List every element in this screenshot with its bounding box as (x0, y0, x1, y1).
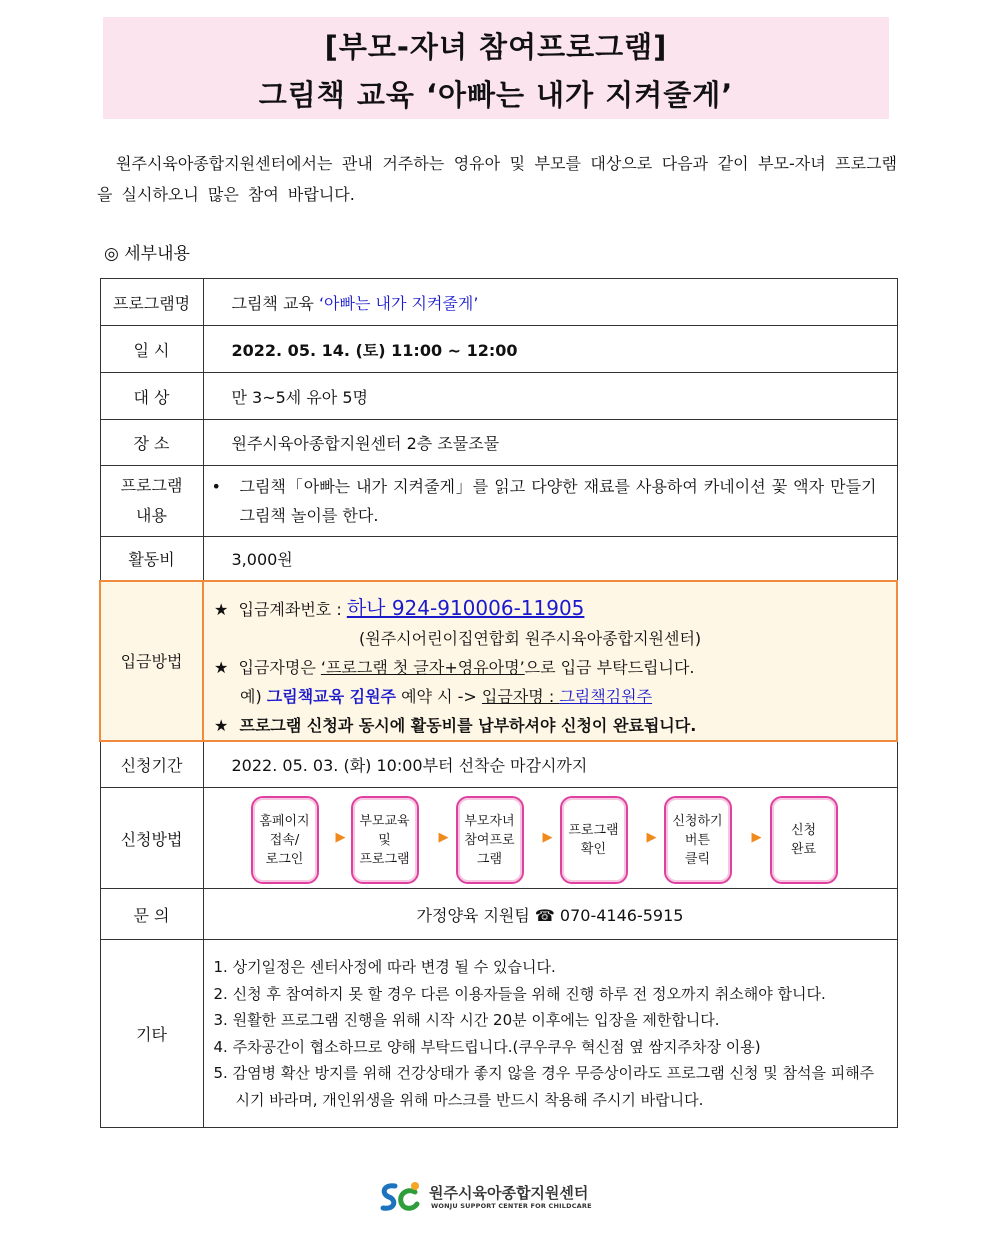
list-item: 1. 상기일정은 센터사정에 따라 변경 될 수 있습니다. (213, 958, 556, 976)
example-name: 그림책교육 김원주 (266, 686, 397, 706)
star-icon: ★ (214, 657, 229, 677)
label-period: 신청기간 (100, 741, 203, 788)
arrow-right-icon: ▶ (646, 830, 657, 845)
row-place (100, 420, 897, 466)
intro-paragraph (97, 148, 897, 210)
content-text: 그림책「아빠는 내가 지켜줄게」를 읽고 다양한 재료를 사용하여 카네이션 꽃 액자 만들기 그림책 놀이를 한다. (239, 477, 877, 525)
flow-step-text: 신청 (790, 823, 817, 838)
example-result-label: 입금자명 : (481, 686, 560, 706)
label-etc: 기타 (100, 940, 203, 1128)
value-target: 만 3~5세 유아 5명 (203, 373, 897, 420)
label-program-name: 프로그램명 (100, 279, 203, 326)
flow-step (770, 796, 838, 884)
row-target (100, 373, 897, 420)
flow-step-text: 로그인 (265, 851, 304, 867)
list-item: 3. 원활한 프로그램 진행을 위해 시작 시간 20분 이후에는 입장을 제한합니다. (213, 1011, 720, 1029)
flow-step-text: 프로그램 (568, 823, 619, 838)
flow-step-text: 그램 (476, 851, 503, 867)
label-payment: 입금방법 (100, 581, 203, 741)
account-holder: (원주시어린이집연합회 원주시육아종합지원센터) (359, 628, 702, 648)
flow-step-text: 완료 (790, 842, 817, 857)
list-item: 5. 감염병 확산 방지를 위해 건강상태가 좋지 않을 경우 무증상이라도 프로그램 신청 및 참석을 피해주시기 바라며, 개인위생을 위해 마스크를 반드시 착용해 주시기 바랍니다. (213, 1064, 875, 1109)
flow-step-text: 참여프로 (464, 832, 515, 848)
value-program-name (203, 279, 897, 326)
row-inquiry (100, 889, 897, 940)
example-result: 그림책김원주 (559, 686, 653, 706)
label-content-line2: 내용 (136, 506, 167, 525)
details-table (99, 278, 898, 1128)
row-content (100, 466, 897, 537)
list-item: 4. 주차공간이 협소하므로 양해 부탁드립니다.(쿠우쿠우 혁신점 옆 쌈지주차장 이용) (213, 1037, 761, 1056)
value-inquiry: 가정양육 지원팀 ☎ 070-4146-5915 (203, 889, 897, 940)
row-fee (100, 537, 897, 581)
depositor-prefix: 입금자명은 (238, 657, 321, 677)
row-payment (100, 581, 897, 741)
arrow-right-icon: ▶ (751, 830, 762, 845)
value-payment (203, 581, 897, 741)
title-line-2: 그림책 교육 ‘아빠는 내가 지켜줄게’ (258, 78, 734, 112)
label-target: 대 상 (100, 373, 203, 420)
value-content (203, 466, 897, 537)
arrow-right-icon: ▶ (335, 830, 346, 845)
example-prefix: 예) (240, 686, 267, 706)
list-item: 2. 신청 후 참여하지 못 할 경우 다른 이용자들을 위해 진행 하루 전 정오까지 취소해야 합니다. (213, 984, 826, 1003)
application-flow (204, 788, 897, 888)
value-etc (203, 940, 897, 1128)
notes-list (204, 940, 897, 1127)
row-method (100, 788, 897, 889)
flow-step-text: 부모자녀 (464, 813, 515, 829)
center-logo-icon (377, 1180, 425, 1214)
flow-step-text: 부모교육 (359, 813, 410, 829)
row-etc (100, 940, 897, 1128)
depositor-suffix: 으로 입금 부탁드립니다. (524, 657, 695, 677)
label-inquiry: 문 의 (100, 889, 203, 940)
flow-step-text: 신청하기 (672, 813, 723, 829)
row-program-name (100, 279, 897, 326)
flow-step-text: 버튼 (684, 832, 711, 848)
flow-step-text: 프로그램 (359, 851, 410, 867)
value-fee: 3,000원 (203, 537, 897, 581)
label-place: 장 소 (100, 420, 203, 466)
flow-step-text: 접속/ (269, 832, 300, 848)
content-bullet: • (211, 477, 221, 496)
arrow-right-icon: ▶ (438, 830, 449, 845)
flow-step-text: 홈페이지 (259, 813, 310, 829)
label-content (100, 466, 203, 537)
value-method (203, 788, 897, 889)
program-name-prefix: 그림책 교육 (231, 293, 319, 313)
star-icon: ★ (214, 599, 229, 619)
footer-org-name-en: WONJU SUPPORT CENTER FOR CHILDCARE (431, 1202, 592, 1210)
flow-step (664, 796, 732, 884)
payment-notice: 프로그램 신청과 동시에 활동비를 납부하셔야 신청이 완료됩니다. (239, 715, 697, 735)
row-period (100, 741, 897, 788)
arrow-right-icon: ▶ (542, 830, 553, 845)
label-fee: 활동비 (100, 537, 203, 581)
flow-step (251, 796, 319, 884)
star-icon: ★ (214, 715, 229, 735)
flow-step (456, 796, 524, 884)
flow-step-text: 확인 (580, 842, 607, 857)
section-heading: ◎ 세부내용 (104, 244, 190, 264)
flow-step (351, 796, 419, 884)
account-label: 입금계좌번호 : (238, 599, 347, 619)
program-name-title: ‘아빠는 내가 지켜줄게’ (318, 293, 479, 313)
account-number: 하나 924-910006-11905 (346, 595, 585, 620)
flow-step-text: 클릭 (684, 851, 711, 867)
depositor-rule: ‘프로그램 첫 글자+영유아명’ (320, 657, 525, 677)
value-period: 2022. 05. 03. (화) 10:00부터 선착순 마감시까지 (203, 741, 897, 788)
value-date: 2022. 05. 14. (토) 11:00 ~ 12:00 (203, 326, 897, 373)
label-date: 일 시 (100, 326, 203, 373)
flow-step (560, 796, 628, 884)
value-place: 원주시육아종합지원센터 2층 조물조물 (203, 420, 897, 466)
example-mid: 예약 시 -> (396, 686, 482, 706)
flow-step-text: 및 (378, 832, 391, 848)
label-method: 신청방법 (100, 788, 203, 889)
row-date (100, 326, 897, 373)
label-content-line1: 프로그램 (120, 476, 183, 495)
footer-logo (377, 1180, 607, 1216)
title-banner (103, 17, 889, 119)
intro-text: 원주시육아종합지원센터에서는 관내 거주하는 영유아 및 부모를 대상으로 다음과 같이 부모-자녀 프로그램을 실시하오니 많은 참여 바랍니다. (97, 154, 897, 204)
title-line-1: [부모-자녀 참여프로그램] (324, 30, 668, 64)
footer-org-name: 원주시육아종합지원센터 (429, 1184, 589, 1202)
